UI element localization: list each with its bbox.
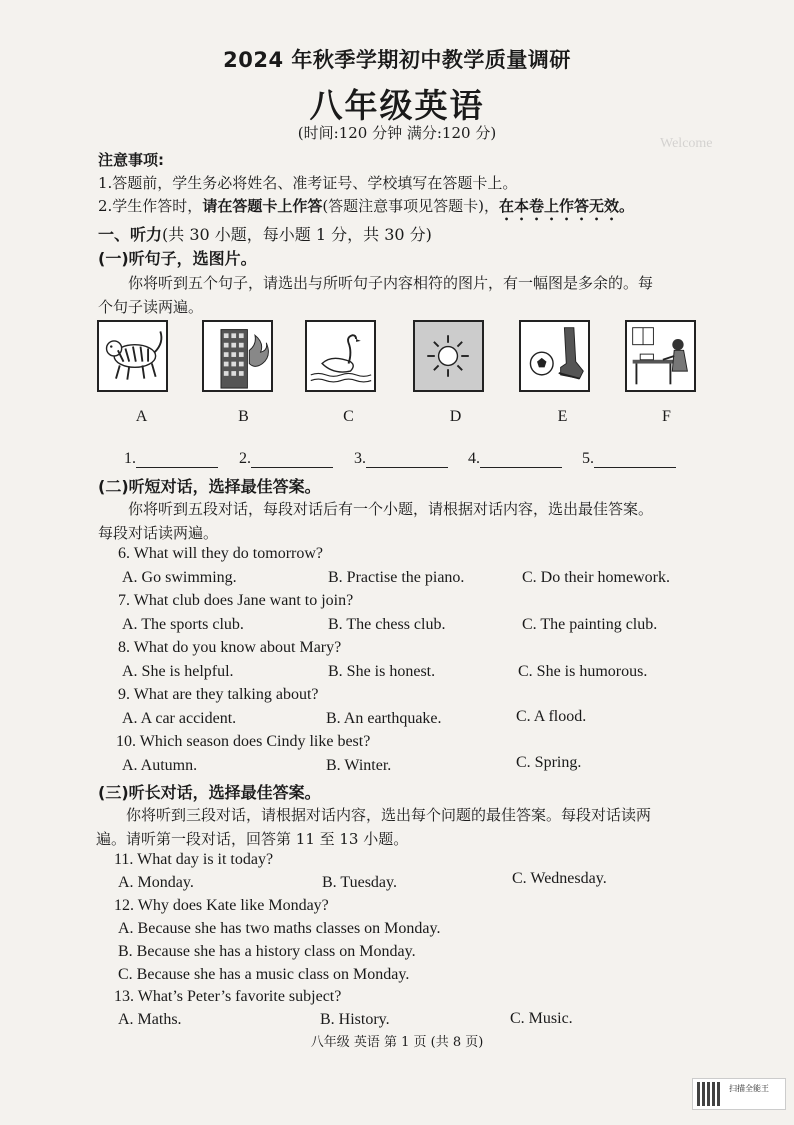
question-11: 11. What day is it today?	[114, 851, 274, 868]
picture-letter: F	[662, 408, 671, 425]
question-10: 10. Which season does Cindy like best?	[116, 733, 371, 750]
exam-title: 2024 年秋季学期初中教学质量调研	[223, 48, 571, 72]
burning-building-icon	[204, 322, 271, 390]
option-9b[interactable]: B. An earthquake.	[326, 710, 442, 727]
notes-item-2-bold: 请在答题卡上作答	[202, 197, 323, 215]
question-12: 12. Why does Kate like Monday?	[114, 897, 329, 914]
answer-blank-5[interactable]: 5.	[582, 450, 676, 468]
option-9a[interactable]: A. A car accident.	[122, 710, 237, 727]
picture-letter: D	[449, 408, 462, 425]
part-3-instruction: 你将听到三段对话，请根据对话内容，选出每个问题的最佳答案。每段对话读两	[126, 806, 652, 824]
question-9: 9. What are they talking about?	[118, 686, 319, 703]
part-2-heading: (二)听短对话，选择最佳答案。	[98, 477, 321, 496]
question-6: 6. What will they do tomorrow?	[118, 545, 323, 562]
option-12c[interactable]: C. Because she has a music class on Monday.	[118, 966, 410, 983]
question-13: 13. What’s Peter’s favorite subject?	[114, 988, 342, 1005]
answer-blank-4[interactable]: 4.	[468, 450, 562, 468]
notes-item-2: 2.学生作答时，请在答题卡上作答(答题注意事项见答题卡)，在本卷上作答无效。	[98, 197, 635, 215]
option-12b[interactable]: B. Because she has a history class on Monday.	[118, 943, 416, 960]
exam-subject: 八年级英语	[309, 86, 485, 125]
part-3-heading: (三)听长对话，选择最佳答案。	[98, 783, 321, 802]
qr-code-icon	[697, 1082, 721, 1106]
section-1-heading: 一、听力(共 30 小题，每小题 1 分，共 30 分)	[98, 225, 432, 244]
student-desk-icon	[627, 322, 694, 390]
part-1-instruction: 你将听到五个句子，请选出与所听句子内容相符的图片，有一幅图是多余的。每	[128, 274, 654, 292]
answer-blank-2[interactable]: 2.	[239, 450, 333, 468]
picture-f	[625, 320, 696, 392]
option-12a[interactable]: A. Because she has two maths classes on Monday.	[118, 920, 441, 937]
tiger-icon	[99, 322, 166, 390]
part-2-instruction-cont: 每段对话读两遍。	[98, 524, 219, 542]
part-3-instruction-cont: 遍。请听第一段对话，回答第 11 至 13 小题。	[96, 830, 409, 848]
notes-item-1: 1.答题前，学生务必将姓名、准考证号、学校填写在答题卡上。	[98, 174, 518, 192]
notes-item-2-warning: 在本卷上作答无效。	[499, 197, 635, 215]
option-11b[interactable]: B. Tuesday.	[322, 874, 397, 891]
picture-letter: E	[557, 408, 568, 425]
picture-letter: C	[343, 408, 354, 425]
option-9c[interactable]: C. A flood.	[516, 708, 587, 725]
sun-icon	[415, 322, 482, 390]
option-13b[interactable]: B. History.	[320, 1011, 390, 1028]
answer-blank-3[interactable]: 3.	[354, 450, 448, 468]
notes-heading: 注意事项:	[98, 151, 164, 169]
picture-a	[97, 320, 168, 392]
picture-letter: B	[238, 408, 249, 425]
part-1-instruction-cont: 个句子读两遍。	[98, 298, 204, 316]
option-10a[interactable]: A. Autumn.	[122, 757, 198, 774]
page-footer: 八年级 英语 第 1 页 (共 8 页)	[310, 1035, 484, 1050]
option-8a[interactable]: A. She is helpful.	[122, 663, 234, 680]
part-1-heading: (一)听句子，选图片。	[98, 249, 257, 268]
option-10c[interactable]: C. Spring.	[516, 754, 582, 771]
bleed-through-text: Welcome	[660, 136, 713, 151]
picture-e	[519, 320, 590, 392]
option-13a[interactable]: A. Maths.	[118, 1011, 182, 1028]
soccer-ball-icon	[521, 322, 588, 390]
option-7a[interactable]: A. The sports club.	[122, 616, 244, 633]
scanner-watermark	[692, 1078, 786, 1110]
option-6b[interactable]: B. Practise the piano.	[328, 569, 465, 586]
option-6a[interactable]: A. Go swimming.	[122, 569, 237, 586]
question-8: 8. What do you know about Mary?	[118, 639, 342, 656]
answer-blank-1[interactable]: 1.	[124, 450, 218, 468]
picture-c	[305, 320, 376, 392]
option-7c[interactable]: C. The painting club.	[522, 616, 658, 633]
option-11c[interactable]: C. Wednesday.	[512, 870, 607, 887]
option-7b[interactable]: B. The chess club.	[328, 616, 446, 633]
picture-b	[202, 320, 273, 392]
option-8b[interactable]: B. She is honest.	[328, 663, 436, 680]
scanner-label: 扫描全能王	[729, 1084, 769, 1093]
question-7: 7. What club does Jane want to join?	[118, 592, 354, 609]
option-10b[interactable]: B. Winter.	[326, 757, 392, 774]
part-2-instruction: 你将听到五段对话，每段对话后有一个小题，请根据对话内容，选出最佳答案。	[128, 500, 654, 518]
option-6c[interactable]: C. Do their homework.	[522, 569, 670, 586]
picture-letter: A	[135, 408, 148, 425]
option-11a[interactable]: A. Monday.	[118, 874, 194, 891]
swan-icon	[307, 322, 374, 390]
picture-d	[413, 320, 484, 392]
time-score: (时间:120 分钟 满分:120 分)	[297, 124, 497, 142]
option-13c[interactable]: C. Music.	[510, 1010, 573, 1027]
option-8c[interactable]: C. She is humorous.	[518, 663, 648, 680]
